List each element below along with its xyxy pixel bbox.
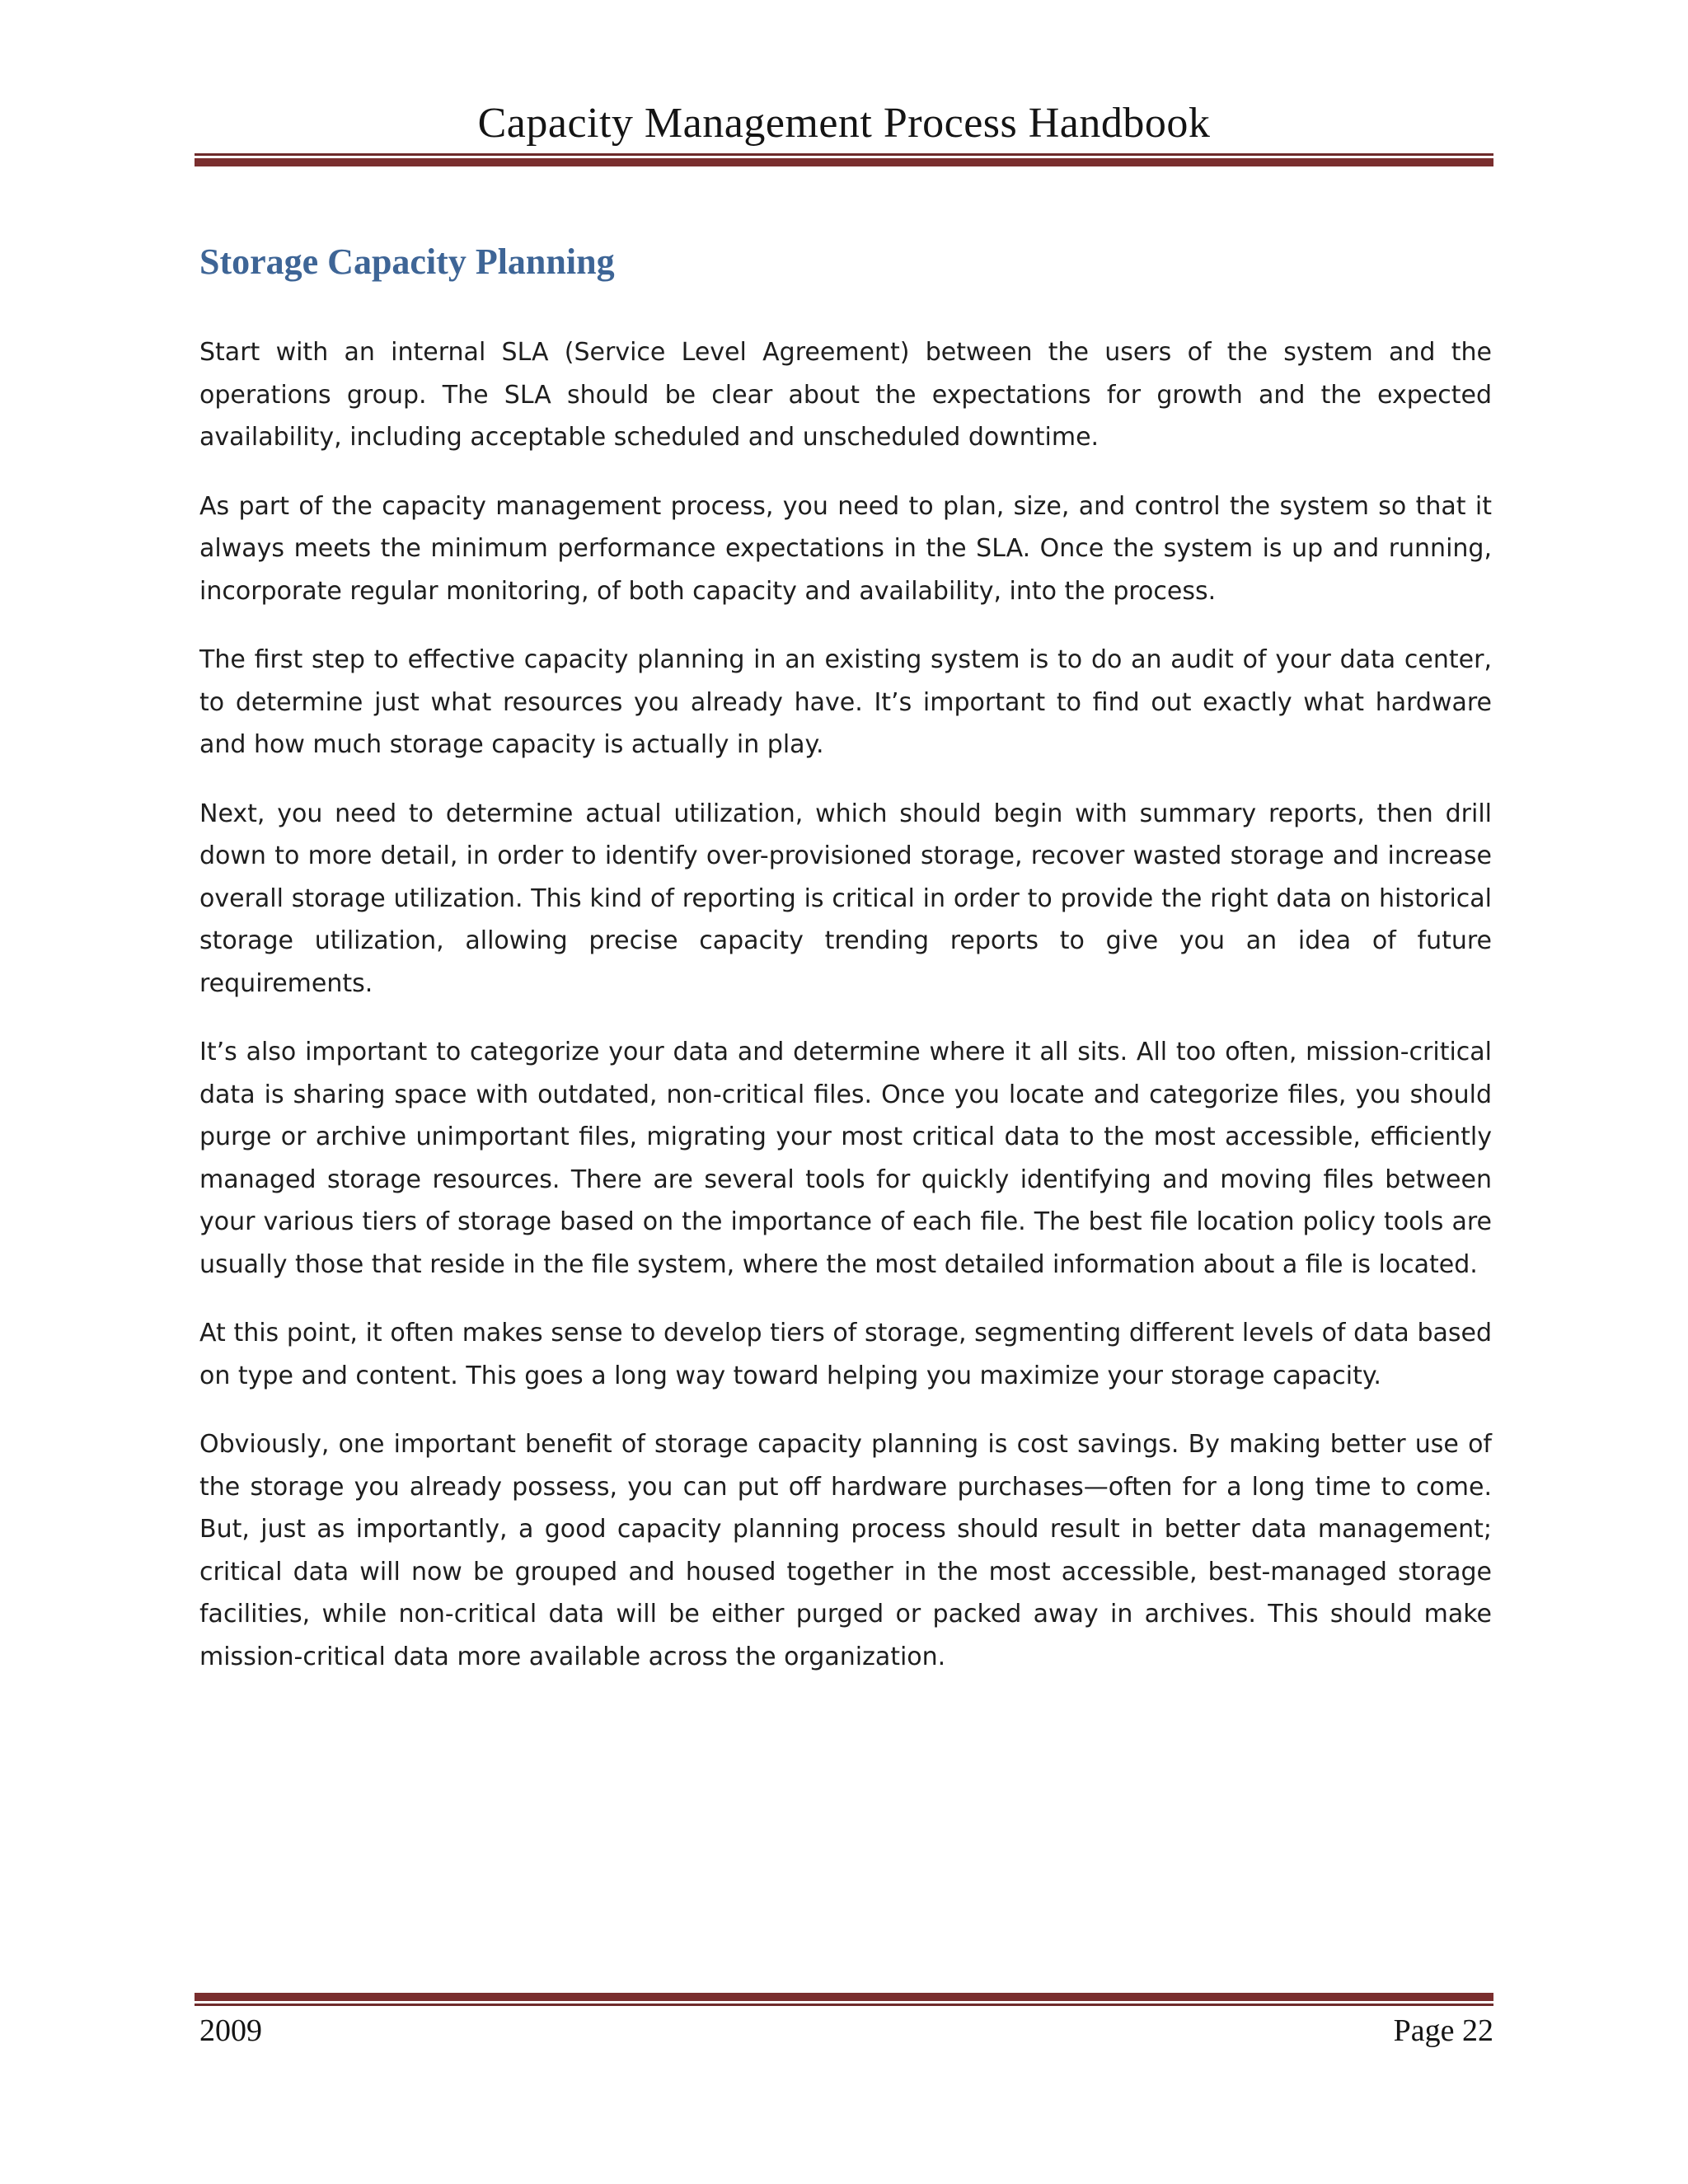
paragraph-utilization: Next, you need to determine actual utilization, which should begin with summary reports, then drill down to more detail, in order to identify over-provisioned storage, recover wasted storage and increase overall storage utilization. This kind of reporting is critical in order to provide the right data on historical storage utilization, allowing precise capacity trending reports to give you an idea of future requirements. xyxy=(199,799,1492,998)
paragraph-tiers: At this point, it often makes sense to develop tiers of storage, segmenting different levels of data based on type and content. This goes a long way toward helping you maximize your storage capacity. xyxy=(199,1319,1492,1390)
paragraph-benefits: Obviously, one important benefit of storage capacity planning is cost savings. By making better use of the storage you already possess, you can put off hardware purchases—often for a long time to come. But, just as importantly, a good capacity planning process should result in better data management; critical data will now be grouped and housed together in the most accessible, best-managed storage facilities, while non-critical data will be either purged or packed away in archives. This should make mission-critical data more available across the organization. xyxy=(199,1430,1492,1671)
paragraph-sla: Start with an internal SLA (Service Level Agreement) between the users of the system and the operations group. The SLA should be clear about the expectations for growth and the expected availability, including acceptable scheduled and unscheduled downtime. xyxy=(199,338,1492,452)
section-body xyxy=(199,331,1492,1704)
footer-page-number: Page 22 xyxy=(1393,2013,1493,2048)
footer-rule-thick xyxy=(195,1993,1493,2001)
header-rule-thick xyxy=(195,158,1493,166)
paragraph-audit: The first step to effective capacity planning in an existing system is to do an audit of your data center, to determine just what resources you already have. It’s important to find out exactly what hardware and how much storage capacity is actually in play. xyxy=(199,645,1492,759)
paragraph-categorize: It’s also important to categorize your data and determine where it all sits. All too often, mission-critical data is sharing space with outdated, non-critical files. Once you locate and categorize files, you should purge or archive unimportant files, migrating your most critical data to the most accessible, efficiently managed storage resources. There are several tools for quickly identifying and moving files between your various tiers of storage based on the importance of each file. The best file location policy tools are usually those that reside in the file system, where the most detailed information about a file is located. xyxy=(199,1038,1492,1279)
footer-year: 2009 xyxy=(199,2013,262,2048)
header-rule-thin xyxy=(195,153,1493,156)
section-heading: Storage Capacity Planning xyxy=(199,241,615,282)
page-header-title: Capacity Management Process Handbook xyxy=(477,100,1211,147)
footer-rule-thin xyxy=(195,2004,1493,2006)
paragraph-capacity-process: As part of the capacity management process, you need to plan, size, and control the system so that it always meets the minimum performance expectations in the SLA. Once the system is up and running, incorporate regular monitoring, of both capacity and availability, into the process. xyxy=(199,491,1492,606)
